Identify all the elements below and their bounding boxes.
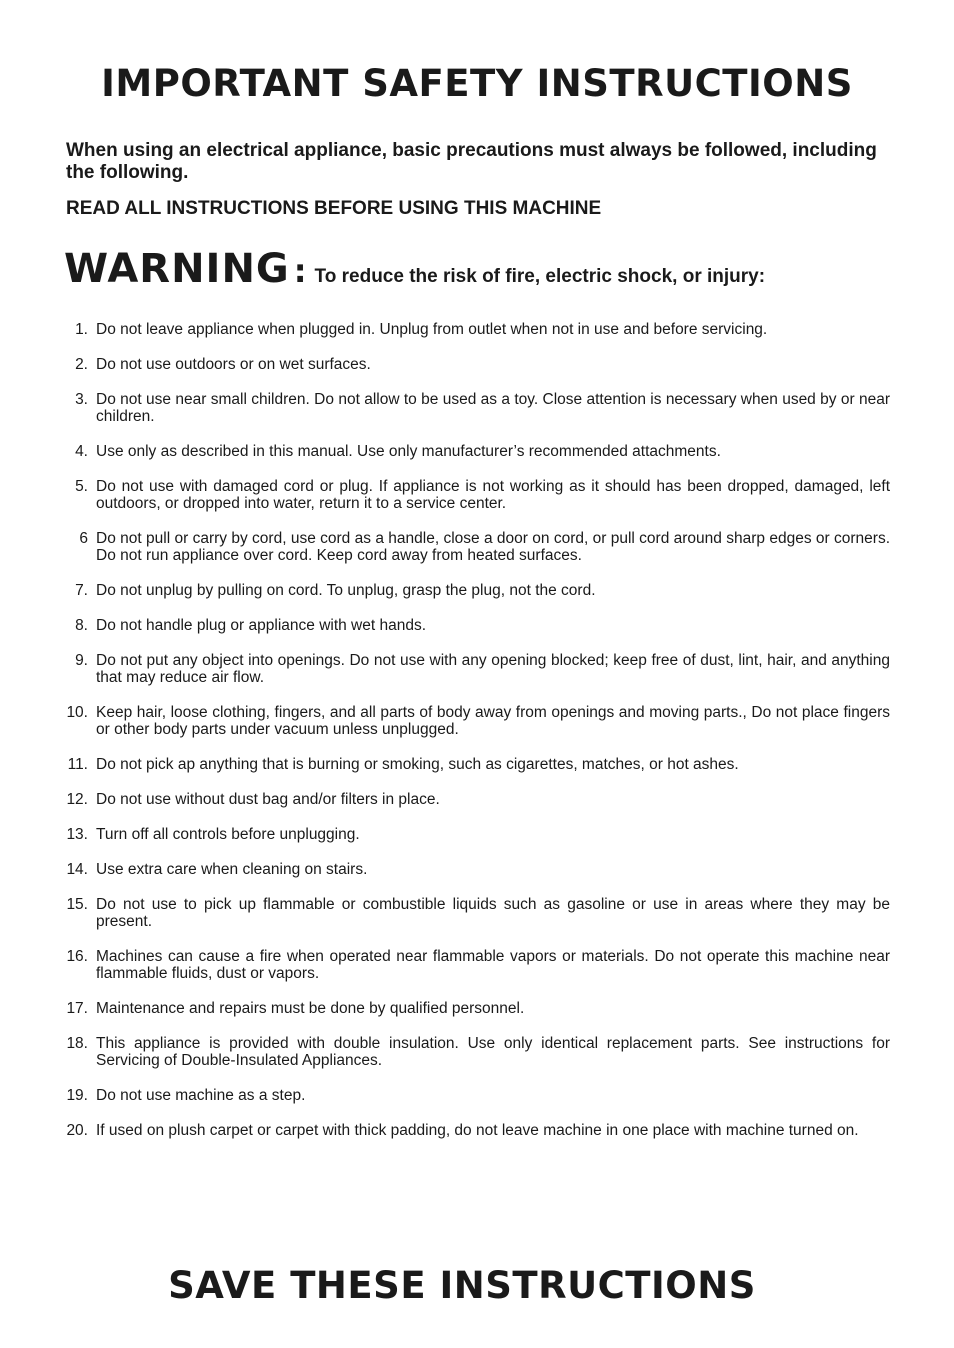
item-text: Turn off all controls before unplugging. (96, 826, 360, 843)
list-item (50, 704, 890, 738)
item-text: Do not use to pick up flammable or combustible liquids such as gasoline or use in areas where they may be present. (96, 896, 890, 930)
save-instructions-footer: SAVE THESE INSTRUCTIONS (168, 1264, 756, 1307)
item-number: 1. (75, 321, 88, 338)
list-item (50, 530, 890, 564)
item-text: Do not pick ap anything that is burning or smoking, such as cigarettes, matches, or hot ashes. (96, 756, 739, 773)
list-item (50, 1035, 890, 1069)
item-number: 13. (66, 826, 88, 843)
item-text: Use only as described in this manual. Use only manufacturer’s recommended attachments. (96, 443, 721, 460)
item-text: If used on plush carpet or carpet with thick padding, do not leave machine in one place with machine turned on. (96, 1122, 859, 1139)
item-number: 17. (66, 1000, 88, 1017)
item-text: Do not pull or carry by cord, use cord as a handle, close a door on cord, or pull cord around sharp edges or corners. Do not run appliance over cord. Keep cord away from heated surfaces. (96, 530, 890, 564)
list-item (50, 861, 890, 878)
safety-instructions-list (50, 321, 890, 1157)
list-item (50, 391, 890, 425)
list-item (50, 443, 890, 460)
item-text: Do not leave appliance when plugged in. Unplug from outlet when not in use and before servicing. (96, 321, 768, 338)
item-text: Do not unplug by pulling on cord. To unplug, grasp the plug, not the cord. (96, 582, 596, 599)
list-item (50, 617, 890, 634)
item-number: 2. (75, 356, 88, 373)
list-item (50, 826, 890, 843)
item-text: Do not handle plug or appliance with wet hands. (96, 617, 427, 634)
list-item (50, 356, 890, 373)
list-item (50, 948, 890, 982)
item-number: 6 (79, 530, 88, 547)
item-number: 7. (75, 582, 88, 599)
item-text: Machines can cause a fire when operated near flammable vapors or materials. Do not operate this machine near flammable fluids, dust or vapors. (96, 948, 890, 982)
page-title: IMPORTANT SAFETY INSTRUCTIONS (101, 62, 853, 105)
list-item (50, 1000, 890, 1017)
item-text: Maintenance and repairs must be done by qualified personnel. (96, 1000, 525, 1017)
item-number: 3. (75, 391, 88, 408)
item-text: Use extra care when cleaning on stairs. (96, 861, 368, 878)
item-number: 9. (75, 652, 88, 669)
list-item (50, 652, 890, 686)
item-number: 20. (66, 1122, 88, 1139)
item-text: Do not use without dust bag and/or filters in place. (96, 791, 440, 808)
warning-heading (64, 246, 765, 292)
list-item (50, 791, 890, 808)
item-number: 12. (66, 791, 88, 808)
item-number: 5. (75, 478, 88, 495)
item-number: 10. (66, 704, 88, 721)
intro-text: When using an electrical appliance, basic precautions must always be followed, including the following. (66, 140, 877, 183)
item-text: This appliance is provided with double insulation. Use only identical replacement parts. See instructions for Servicing of Double-Insulated Appliances. (96, 1035, 890, 1069)
list-item (50, 756, 890, 773)
item-number: 15. (66, 896, 88, 913)
warning-word: WARNING (64, 246, 290, 292)
list-item (50, 582, 890, 599)
item-number: 16. (66, 948, 88, 965)
warning-text: To reduce the risk of fire, electric shock, or injury: (314, 266, 766, 287)
item-number: 8. (75, 617, 88, 634)
item-number: 11. (67, 756, 88, 773)
item-text: Do not use machine as a step. (96, 1087, 306, 1104)
list-item (50, 896, 890, 930)
item-text: Keep hair, loose clothing, fingers, and all parts of body away from openings and moving parts., Do not place fingers or other body parts under vacuum unless unplugged. (96, 704, 890, 738)
item-text: Do not use with damaged cord or plug. If appliance is not working as it should has been dropped, damaged, left outdoors, or dropped into water, return it to a service center. (96, 478, 890, 512)
list-item (50, 1087, 890, 1104)
item-number: 18. (66, 1035, 88, 1052)
item-number: 14. (66, 861, 88, 878)
item-number: 19. (66, 1087, 88, 1104)
read-all-notice: READ ALL INSTRUCTIONS BEFORE USING THIS MACHINE (66, 198, 602, 219)
list-item (50, 478, 890, 512)
item-text: Do not use outdoors or on wet surfaces. (96, 356, 371, 373)
item-text: Do not use near small children. Do not allow to be used as a toy. Close attention is necessary when used by or near children. (96, 391, 890, 425)
list-item (50, 321, 890, 338)
item-number: 4. (75, 443, 88, 460)
list-item (50, 1122, 890, 1139)
item-text: Do not put any object into openings. Do not use with any opening blocked; keep free of dust, lint, hair, and anything that may reduce air flow. (96, 652, 890, 686)
warning-colon: : (293, 252, 307, 290)
